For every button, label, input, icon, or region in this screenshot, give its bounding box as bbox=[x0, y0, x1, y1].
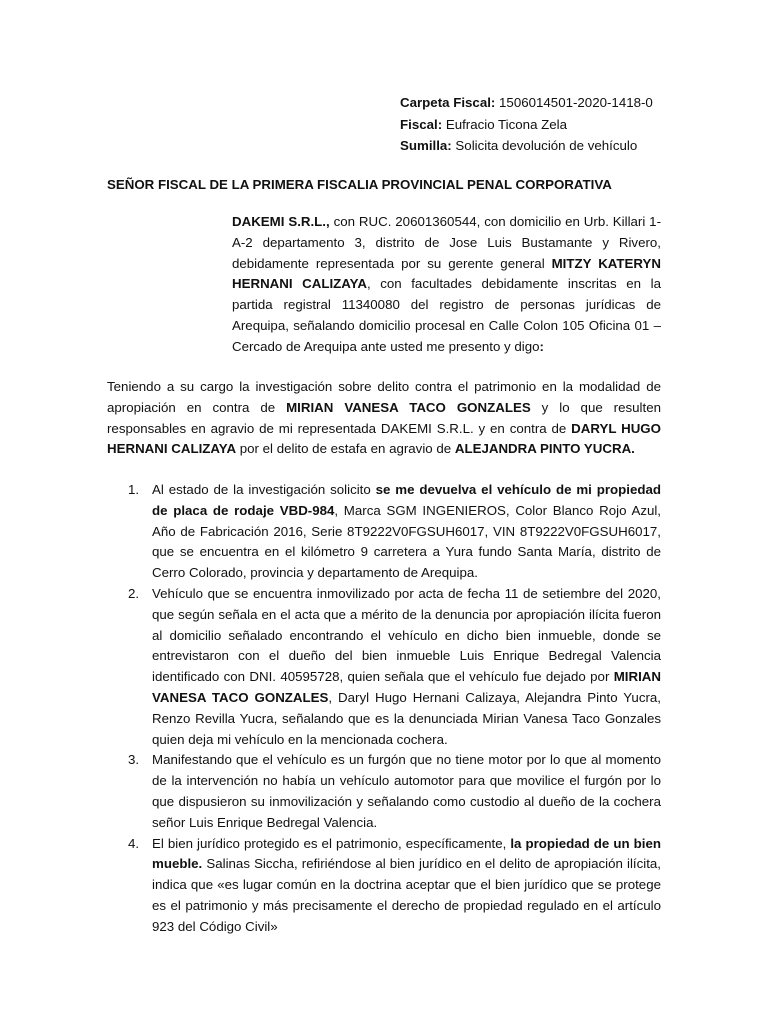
list-item bbox=[128, 480, 662, 584]
list-item-text: Vehículo que se encuentra inmovilizado por acta de fecha 11 de setiembre del 2020, que según señala en el acta que a mérito de la denuncia por apropiación ilícita fueron al domicilio señalado encontrando el vehículo en dicho bien inmueble, donde se entrevistaron con el dueño del bien inmueble Luis Enrique Bedregal Valencia identificado con DNI. 40595728, quien señala que el vehículo fue dejado por bbox=[152, 585, 661, 685]
sumilla-value: Solicita devolución de vehículo bbox=[451, 138, 638, 153]
para-name-2: DARYL HUGO HERNANI CALIZAYA bbox=[107, 420, 661, 457]
list-item-number: 1. bbox=[128, 482, 140, 497]
fiscal-label: Fiscal: bbox=[400, 116, 443, 132]
fiscal-value: Eufracio Ticona Zela bbox=[442, 116, 568, 132]
para-name-1: MIRIAN VANESA TACO GONZALES bbox=[286, 399, 531, 415]
intro-text-2: , con facultades debidamente inscritas en la partida registral 11340080 del registro de personas jurídicas de Arequipa, señalando domicilio procesal en Calle Colon 105 Oficina 01 – Cercado de Arequipa ante usted me presento y digo bbox=[232, 276, 661, 354]
list-item-text: El bien jurídico protegido es el patrimonio, específicamente, bbox=[152, 835, 511, 851]
intro-colon: : bbox=[539, 338, 544, 354]
para-text-1: Teniendo a su cargo la investigación sobre delito contra el patrimonio en la modalidad de apropiación en contra de bbox=[107, 379, 661, 415]
list-item bbox=[128, 834, 661, 938]
carpeta-fiscal-line bbox=[400, 93, 740, 115]
list-item-text: Salinas Siccha, refiriéndose al bien jurídico en el delito de apropiación ilícita, indica que «es lugar común en la doctrina aceptar que el bien jurídico que se protege es el patrimonio y más precisamente el derecho de propiedad regulado en el artículo 923 del Código Civil» bbox=[152, 856, 661, 934]
sumilla-label: Sumilla: bbox=[400, 138, 452, 153]
list-item-bold: MIRIAN VANESA TACO GONZALES bbox=[152, 669, 661, 705]
para-text-3: por el delito de estafa en agravio de bbox=[236, 441, 455, 457]
case-header bbox=[400, 93, 740, 158]
list-item-text: , Daryl Hugo Hernani Calizaya, Alejandra Pinto Yucra, Renzo Revilla Yucra, señalando que es la denunciada Mirian Vanesa Taco Gonzales quien deja mi vehículo en la mencionada cochera. bbox=[152, 689, 661, 747]
list-item bbox=[128, 584, 661, 750]
list-item-number: 2. bbox=[128, 585, 140, 601]
numbered-list bbox=[128, 480, 662, 938]
fiscal-line bbox=[400, 115, 740, 137]
list-item-bold: se me devuelva el vehículo de mi propiedad de placa de rodaje VBD-984 bbox=[152, 482, 661, 518]
carpeta-value: 1506014501-2020-1418-0 bbox=[495, 95, 653, 110]
addressee-heading: SEÑOR FISCAL DE LA PRIMERA FISCALIA PROVINCIAL PENAL CORPORATIVA bbox=[107, 177, 612, 192]
list-item-text: Manifestando que el vehículo es un furgón que no tiene motor por lo que al momento de la intervención no había un vehículo automotor para que movilice el furgón por lo que dispusieron su inmovilización y señalando como custodio al dueño de la cochera señor Luis Enrique Bedregal Valencia. bbox=[152, 752, 661, 830]
body-paragraph bbox=[107, 377, 661, 460]
list-item-number: 3. bbox=[128, 752, 140, 768]
sumilla-line bbox=[400, 136, 740, 158]
list-item-number: 4. bbox=[128, 835, 140, 851]
para-name-3: ALEJANDRA PINTO YUCRA. bbox=[454, 441, 635, 457]
manager-name: MITZY KATERYN HERNANI CALIZAYA bbox=[232, 255, 661, 292]
list-item-text: Al estado de la investigación solicito bbox=[152, 482, 376, 497]
intro-text-1: con RUC. 20601360544, con domicilio en Urb. Killari 1-A-2 departamento 3, distrito de Jose Luis Bustamante y Rivero, debidamente representada por su gerente general bbox=[232, 214, 661, 271]
list-item bbox=[128, 750, 661, 833]
list-item-text: , Marca SGM INGENIEROS, Color Blanco Rojo Azul, Año de Fabricación 2016, Serie 8T9222V0FGSUH6017, VIN 8T9222V0FGSUH6017, que se encuentra en el kilómetro 9 carretera a Yura fundo Santa María, distrito de Cerro Colorado, provincia y departamento de Arequipa. bbox=[152, 502, 662, 581]
carpeta-label: Carpeta Fiscal: bbox=[400, 95, 496, 110]
company-name: DAKEMI S.R.L., bbox=[232, 214, 330, 229]
list-item-bold: la propiedad de un bien mueble. bbox=[152, 835, 661, 872]
intro-paragraph bbox=[232, 212, 661, 358]
para-text-2: y lo que resulten responsables en agravio de mi representada DAKEMI S.R.L. y en contra de bbox=[107, 399, 661, 436]
